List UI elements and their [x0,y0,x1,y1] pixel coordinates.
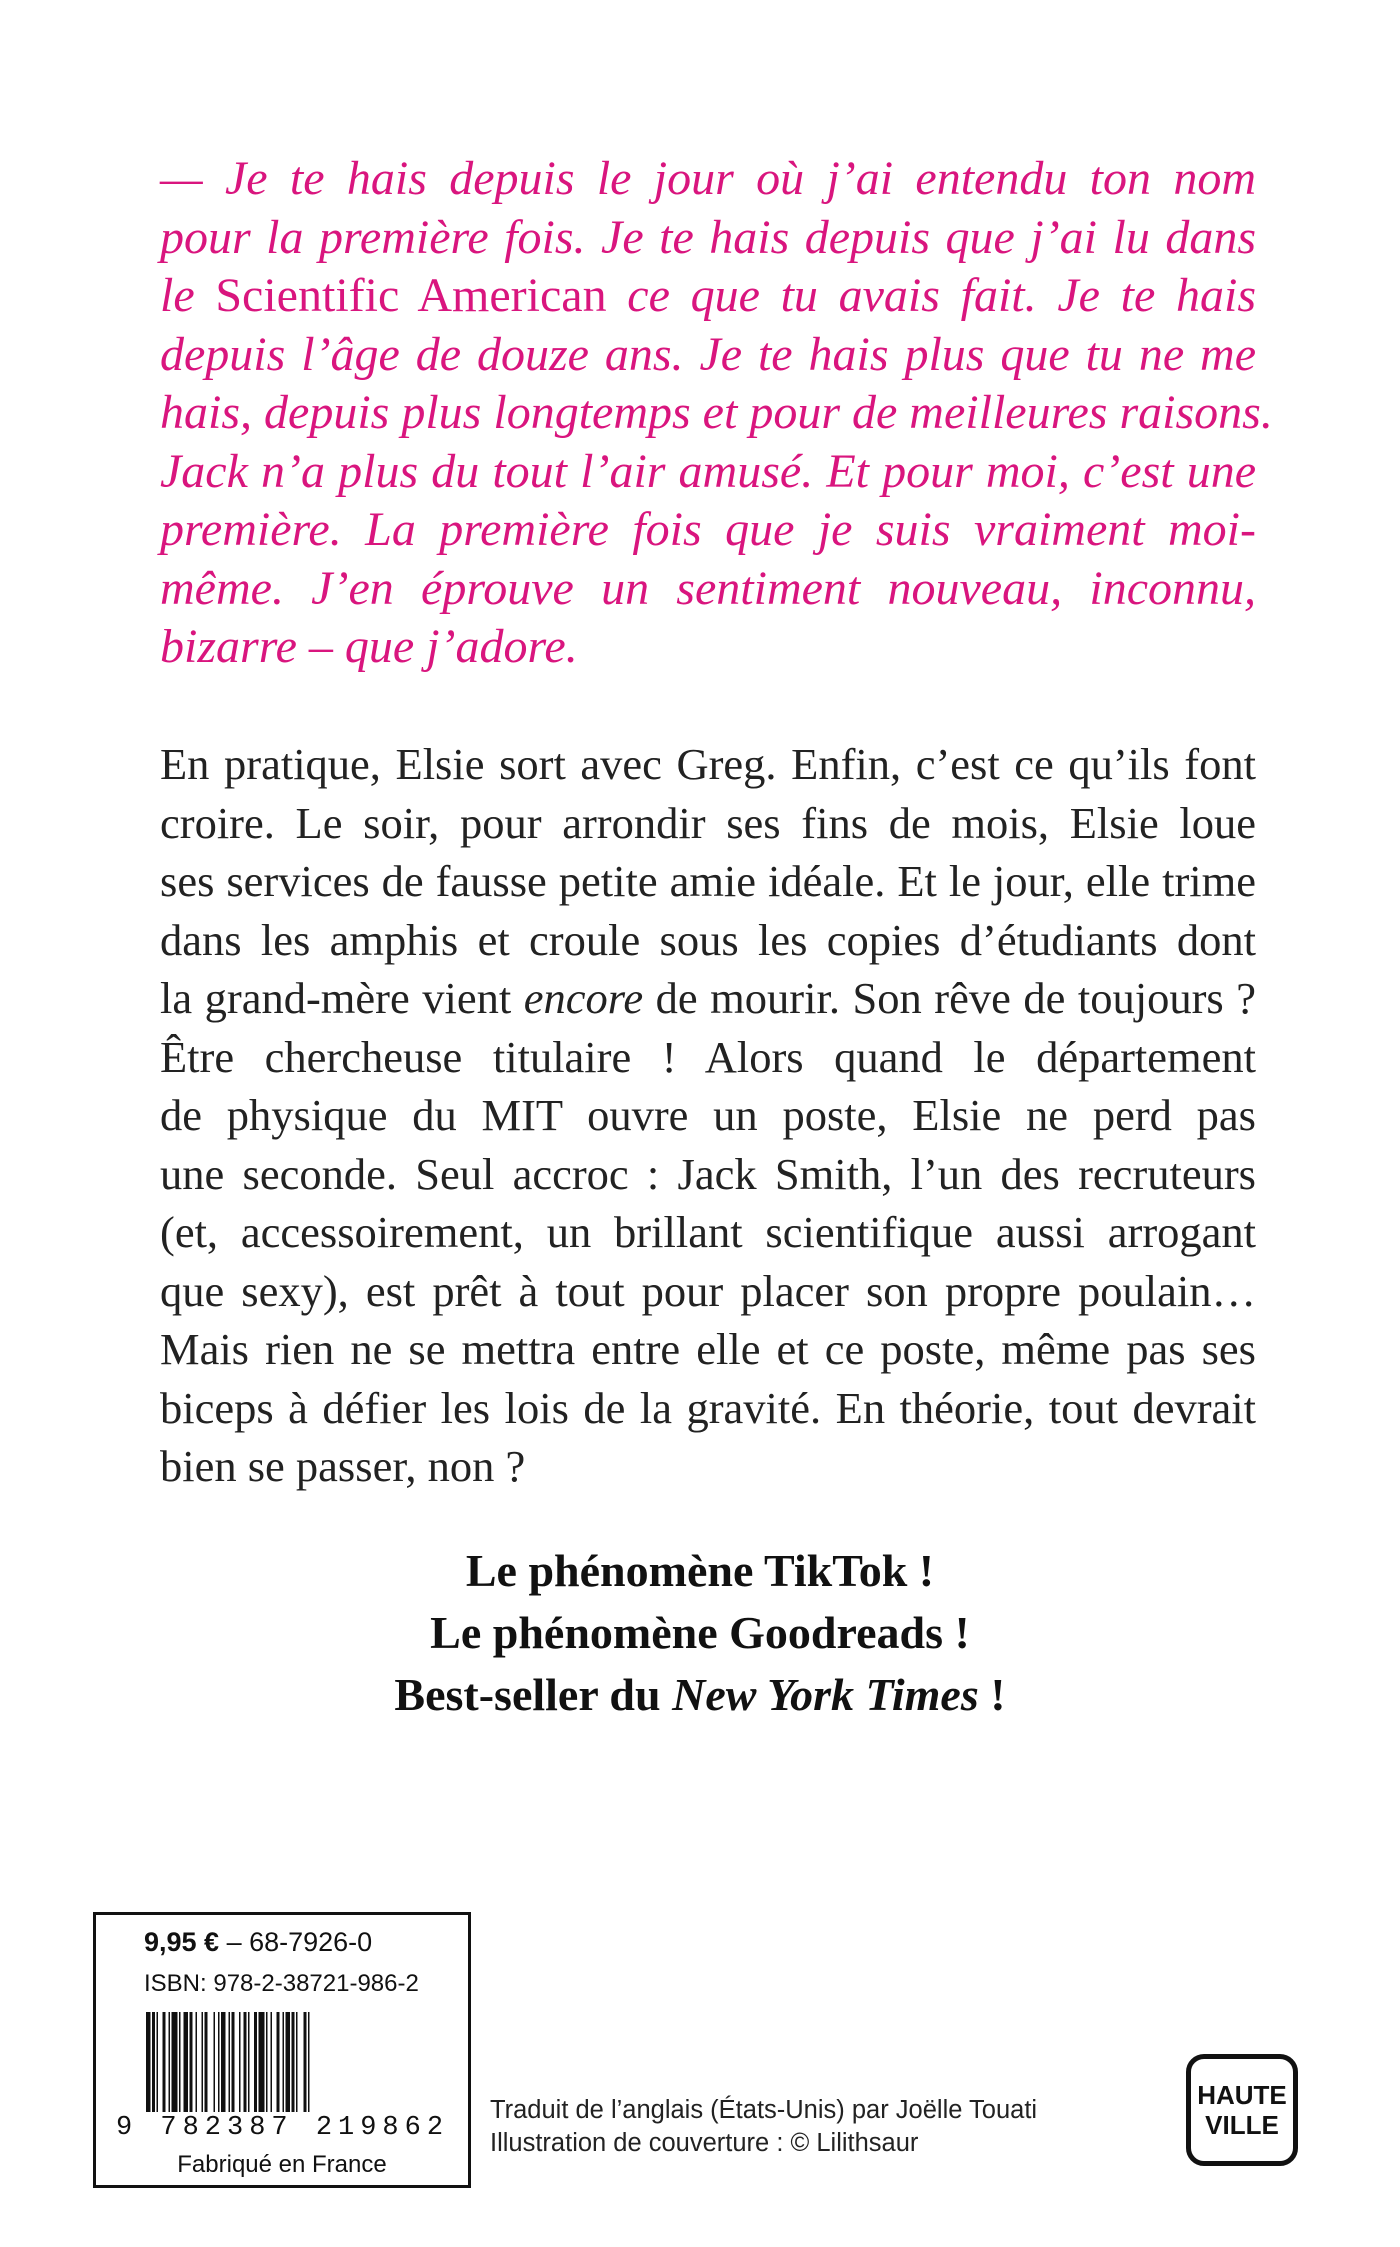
blurb-line: de physique du MIT ouvre un poste, Elsie ne perd pas [160,1090,1256,1140]
price-row [144,1927,372,1958]
illustration-credit: Illustration de couverture : © Lilithsaur [490,2129,919,2157]
emphasis-word: encore [523,973,644,1023]
blurb-line: dans les amphis et croule sous les copies d’étudiants dont [160,914,1256,965]
blurb-line: que sexy), est prêt à tout pour placer son propre poulain… [160,1265,1256,1316]
magazine-title: Scientific American [215,269,607,322]
credits [490,2094,1037,2160]
blurb-line: croire. Le soir, pour arrondir ses fins de mois, Elsie loue [160,797,1256,848]
tagline-prefix: Best-seller du [394,1669,673,1720]
quote-line: — Je te hais depuis le jour où j’ai entendu ton nom [160,152,1256,205]
blurb-line [160,969,1256,1028]
logo-line-1: HAUTE [1197,2080,1287,2110]
quote-fragment: ce que tu avais fait. Je te hais [606,269,1257,322]
isbn: ISBN: 978-2-38721-986-2 [144,1970,419,1997]
product-code: – 68-7926-0 [219,1927,373,1957]
quote-line: hais, depuis plus longtemps et pour de meilleures raisons. [160,386,1273,439]
blurb-line: biceps à défier les lois de la gravité. En théorie, tout devrait [160,1382,1256,1433]
blurb-line: une seconde. Seul accroc : Jack Smith, l’un des recruteurs [160,1148,1256,1199]
quote-excerpt [160,150,1273,677]
tagline-bestseller [0,1664,1400,1726]
quote-line [160,267,1256,326]
quote-line: première. La première fois que je suis vraiment moi- [160,503,1256,556]
price: 9,95 € [144,1927,220,1957]
tagline-tiktok: Le phénomène TikTok ! [465,1545,935,1596]
back-cover-blurb [160,735,1256,1496]
blurb-line: bien se passer, non ? [160,1441,526,1491]
quote-line: depuis l’âge de douze ans. Je te hais plus que tu ne me [160,327,1256,381]
blurb-line: Être chercheuse titulaire ! Alors quand le département [160,1031,1256,1082]
blurb-line: (et, accessoirement, un brillant scientifique aussi arrogant [160,1207,1256,1257]
quote-fragment: le [160,269,216,322]
tagline [0,1540,1400,1726]
barcode-box [93,1912,471,2188]
quote-line: Jack n’a plus du tout l’air amusé. Et pour moi, c’est une [160,444,1256,498]
made-in-label: Fabriqué en France [177,2151,387,2178]
tagline-goodreads: Le phénomène Goodreads ! [430,1607,970,1658]
logo-line-2: VILLE [1205,2110,1279,2140]
newspaper-title: New York Times [672,1669,979,1720]
blurb-line: Mais rien ne se mettra entre elle et ce poste, même pas ses [160,1324,1256,1374]
quote-line: bizarre – que j’adore. [160,620,578,673]
quote-line: même. J’en éprouve un sentiment nouveau, inconnu, [160,561,1256,615]
blurb-line: En pratique, Elsie sort avec Greg. Enfin, c’est ce qu’ils font [160,739,1256,789]
ean-number: 9 782387 219862 [116,2113,450,2143]
publisher-logo [1186,2054,1298,2166]
blurb-fragment: la grand-mère vient [160,973,524,1023]
barcode-icon [146,2012,431,2112]
blurb-fragment: de mourir. Son rêve de toujours ? [643,973,1256,1023]
translation-credit: Traduit de l’anglais (États-Unis) par Joëlle Touati [490,2096,1038,2124]
quote-line: pour la première fois. Je te hais depuis que j’ai lu dans [160,210,1256,264]
tagline-suffix: ! [978,1669,1006,1720]
blurb-line: ses services de fausse petite amie idéale. Et le jour, elle trime [160,856,1256,906]
